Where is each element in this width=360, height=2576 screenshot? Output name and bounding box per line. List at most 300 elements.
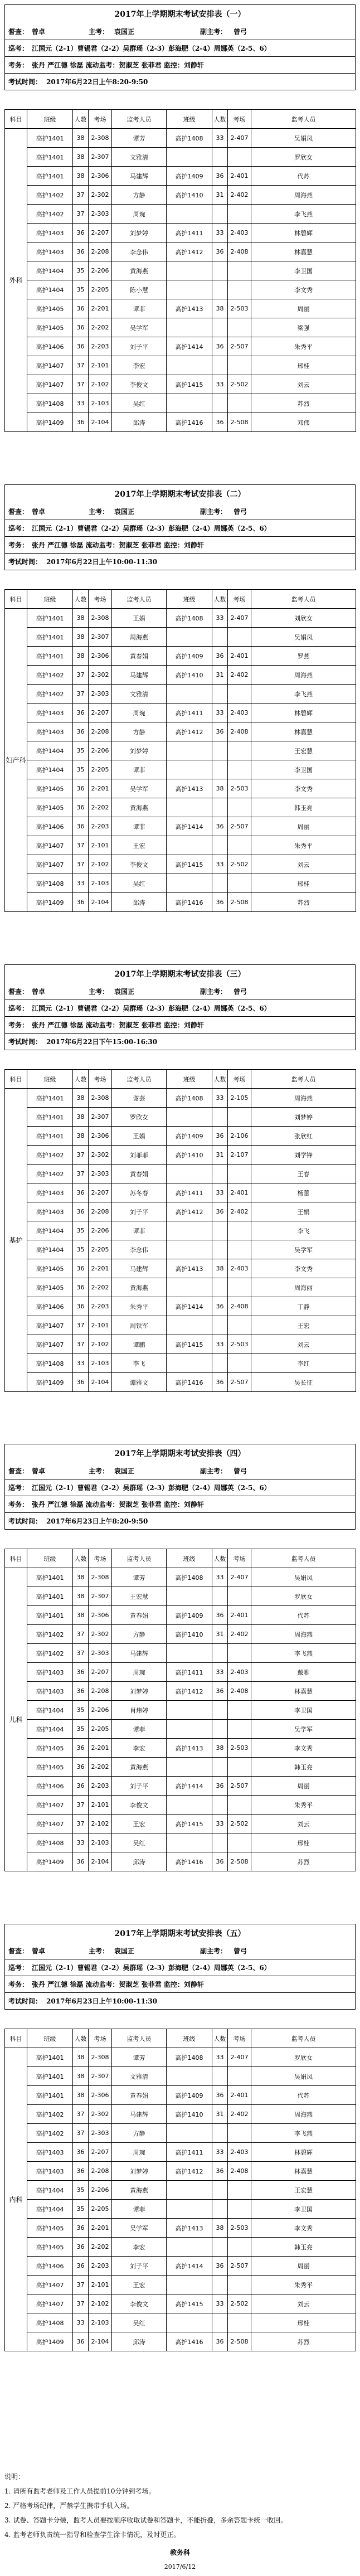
room-cell: 2-401 bbox=[228, 647, 251, 666]
proctor-cell: 林嘉慧 bbox=[251, 1682, 356, 1701]
count-cell bbox=[212, 1720, 228, 1739]
room-cell: 2-403 bbox=[228, 224, 251, 242]
proctor-cell: 丁静 bbox=[251, 1297, 356, 1316]
note-item: 3. 试卷、答题卡分装，监考人员要按顺序收取试卷和答题卡，不能折叠，多余答题卡统一收回。 bbox=[4, 2516, 288, 2524]
room-cell: 2-102 bbox=[89, 1815, 112, 1833]
count-cell: 36 bbox=[73, 1202, 89, 1221]
room-cell: 2-403 bbox=[228, 1663, 251, 1682]
count-cell bbox=[212, 836, 228, 855]
count-cell: 36 bbox=[73, 1682, 89, 1701]
exam-label: 考务： bbox=[8, 1501, 29, 1508]
proctor-cell: 杨蕾 bbox=[251, 1183, 356, 1202]
proctor-cell: 周海燕 bbox=[251, 1625, 356, 1644]
proctor-cell: 谭菲 bbox=[112, 760, 167, 779]
room-cell: 2-104 bbox=[89, 2332, 112, 2351]
col-class: 班级 bbox=[27, 1070, 73, 1089]
class-cell: 高护1401 bbox=[27, 129, 73, 148]
class-cell: 高护1409 bbox=[27, 413, 73, 432]
count-cell: 36 bbox=[73, 1373, 89, 1392]
class-cell bbox=[167, 356, 212, 375]
class-cell bbox=[167, 628, 212, 647]
proctor-cell: 李宏 bbox=[112, 1739, 167, 1758]
count-cell: 36 bbox=[73, 1663, 89, 1682]
deputy-value: 曾弓 bbox=[233, 28, 247, 36]
room-cell: 2-407 bbox=[228, 1568, 251, 1587]
room-cell bbox=[228, 2313, 251, 2332]
class-cell: 高护1403 bbox=[27, 1202, 73, 1221]
count-cell bbox=[212, 1796, 228, 1815]
proctor-cell: 黄春娟 bbox=[112, 1606, 167, 1625]
class-cell: 高护1404 bbox=[27, 2181, 73, 2200]
proctor-cell: 刘云 bbox=[251, 1815, 356, 1833]
count-cell: 33 bbox=[73, 1833, 89, 1852]
class-cell: 高护1414 bbox=[167, 817, 212, 836]
count-cell: 36 bbox=[212, 722, 228, 741]
room-cell: 2-208 bbox=[89, 1202, 112, 1221]
count-cell: 36 bbox=[73, 318, 89, 337]
class-cell bbox=[167, 874, 212, 893]
table-row bbox=[5, 1240, 356, 1259]
table-row bbox=[5, 2219, 356, 2238]
count-cell: 38 bbox=[212, 1739, 228, 1758]
count-cell: 36 bbox=[73, 2332, 89, 2351]
lead-label: 督查： bbox=[8, 988, 29, 996]
proctor-cell: 周海燕 bbox=[251, 2105, 356, 2124]
count-cell: 38 bbox=[73, 2048, 89, 2067]
class-cell: 高护1404 bbox=[27, 760, 73, 779]
class-cell: 高护1406 bbox=[27, 1297, 73, 1316]
table-row bbox=[5, 205, 356, 224]
class-cell bbox=[167, 1354, 212, 1373]
count-cell: 36 bbox=[73, 1278, 89, 1297]
patrol-value: 江国元（2-1）曹锡君（2-2）吴群瑶（2-3）彭海肥（2-4）周娜英（2-5、6） bbox=[32, 45, 271, 52]
count-cell: 35 bbox=[73, 1701, 89, 1720]
room-cell: 2-308 bbox=[89, 1089, 112, 1108]
room-cell: 2-307 bbox=[89, 628, 112, 647]
class-cell: 高护1411 bbox=[167, 2143, 212, 2162]
room-cell: 2-205 bbox=[89, 1720, 112, 1739]
room-cell bbox=[228, 874, 251, 893]
proctor-cell: 李文秀 bbox=[251, 2219, 356, 2238]
signature-date: 2017/6/12 bbox=[164, 2563, 196, 2570]
table-row bbox=[5, 2200, 356, 2219]
leader-row bbox=[4, 1463, 356, 1479]
room-cell: 2-205 bbox=[89, 1240, 112, 1259]
count-cell: 37 bbox=[73, 1815, 89, 1833]
room-cell: 2-303 bbox=[89, 1644, 112, 1663]
proctor-cell: 韩玉亮 bbox=[251, 2238, 356, 2257]
count-cell: 33 bbox=[212, 2048, 228, 2067]
col-count: 人数 bbox=[73, 2029, 89, 2048]
class-cell: 高护1408 bbox=[27, 1354, 73, 1373]
class-cell bbox=[167, 1644, 212, 1663]
count-cell: 38 bbox=[73, 1108, 89, 1127]
time-row bbox=[4, 1993, 356, 2010]
class-cell: 高护1401 bbox=[27, 609, 73, 628]
class-cell bbox=[167, 1720, 212, 1739]
count-cell: 36 bbox=[73, 1758, 89, 1777]
col-count: 人数 bbox=[73, 590, 89, 609]
class-cell: 高护1405 bbox=[27, 1758, 73, 1777]
proctor-cell: 方静 bbox=[112, 1625, 167, 1644]
count-cell bbox=[212, 798, 228, 817]
class-cell bbox=[167, 685, 212, 704]
class-cell: 高护1402 bbox=[27, 1625, 73, 1644]
room-cell: 2-303 bbox=[89, 2124, 112, 2143]
table-row bbox=[5, 1625, 356, 1644]
proctor-cell: 马建辉 bbox=[112, 2105, 167, 2124]
proctor-cell: 谭菲 bbox=[112, 1720, 167, 1739]
room-cell bbox=[228, 1221, 251, 1240]
room-cell: 2-402 bbox=[228, 2105, 251, 2124]
count-cell: 33 bbox=[212, 1815, 228, 1833]
proctor-cell: 陈小慧 bbox=[112, 280, 167, 299]
count-cell: 33 bbox=[212, 1663, 228, 1682]
class-cell: 高护1404 bbox=[27, 1221, 73, 1240]
proctor-cell: 黄海燕 bbox=[112, 1758, 167, 1777]
table-row bbox=[5, 1127, 356, 1146]
room-cell: 2-201 bbox=[89, 2219, 112, 2238]
proctor-cell: 刘梦婷 bbox=[112, 741, 167, 760]
proctor-cell: 王宏慧 bbox=[112, 1587, 167, 1606]
table-header bbox=[5, 1070, 356, 1089]
count-cell: 36 bbox=[212, 1852, 228, 1871]
proctor-cell: 李飞 bbox=[251, 1221, 356, 1240]
room-cell bbox=[228, 628, 251, 647]
table-row bbox=[5, 666, 356, 685]
proctor-cell: 苏烈 bbox=[251, 893, 356, 912]
proctor-cell: 李念伟 bbox=[112, 1240, 167, 1259]
class-cell: 高护1402 bbox=[27, 2105, 73, 2124]
col-count: 人数 bbox=[212, 2029, 228, 2048]
table-row bbox=[5, 628, 356, 647]
proctor-cell: 朱秀平 bbox=[251, 337, 356, 356]
class-cell: 高护1402 bbox=[27, 205, 73, 224]
table-row bbox=[5, 2048, 356, 2067]
room-cell: 2-101 bbox=[89, 836, 112, 855]
leader-row bbox=[4, 503, 356, 520]
room-cell: 2-302 bbox=[89, 1625, 112, 1644]
room-cell: 2-408 bbox=[228, 2162, 251, 2181]
table-row bbox=[5, 1701, 356, 1720]
room-cell bbox=[228, 1587, 251, 1606]
chief-label: 主考： bbox=[89, 1947, 109, 1955]
table-row bbox=[5, 1796, 356, 1815]
proctor-cell: 吴娟凤 bbox=[251, 1568, 356, 1587]
col-proctor: 监考人员 bbox=[112, 1549, 167, 1568]
patrol-label: 巡考： bbox=[8, 1005, 29, 1012]
class-cell: 高护1404 bbox=[27, 741, 73, 760]
class-cell: 高护1405 bbox=[27, 318, 73, 337]
count-cell: 38 bbox=[212, 779, 228, 798]
time-value: 2017年6月22日下午15:00-16:30 bbox=[46, 1038, 158, 1046]
count-cell: 38 bbox=[73, 1606, 89, 1625]
proctor-cell: 吴娟凤 bbox=[251, 129, 356, 148]
proctor-cell: 王娟 bbox=[112, 609, 167, 628]
count-cell: 33 bbox=[73, 394, 89, 413]
table-row bbox=[5, 1335, 356, 1354]
chief-value: 袁国正 bbox=[114, 1467, 135, 1475]
count-cell bbox=[212, 1833, 228, 1852]
exam-value: 张丹 严江德 徐磊 流动监考：贺淑芝 张菲君 监控：刘静轩 bbox=[32, 61, 204, 69]
proctor-cell: 周海燕 bbox=[251, 1089, 356, 1108]
class-cell: 高护1416 bbox=[167, 893, 212, 912]
class-cell: 高护1404 bbox=[27, 2200, 73, 2219]
proctor-cell: 邢桂 bbox=[251, 2313, 356, 2332]
count-cell: 33 bbox=[212, 224, 228, 242]
proctor-cell: 李卫国 bbox=[251, 1701, 356, 1720]
proctor-cell: 罗欣女 bbox=[112, 1108, 167, 1127]
proctor-cell: 刘菲菲 bbox=[112, 1146, 167, 1165]
count-cell: 33 bbox=[212, 609, 228, 628]
count-cell: 35 bbox=[73, 1221, 89, 1240]
count-cell: 36 bbox=[212, 817, 228, 836]
class-cell: 高护1415 bbox=[167, 1335, 212, 1354]
patrol-value: 江国元（2-1）曹锡君（2-2）吴群瑶（2-3）彭海肥（2-4）周娜英（2-5、6） bbox=[32, 525, 271, 532]
proctor-cell: 苏烈 bbox=[251, 2332, 356, 2351]
schedule-section bbox=[4, 484, 356, 928]
class-cell: 高护1407 bbox=[27, 1796, 73, 1815]
room-cell: 2-104 bbox=[89, 1373, 112, 1392]
table-row bbox=[5, 148, 356, 167]
exam-label: 考务： bbox=[8, 1981, 29, 1988]
proctor-cell: 黄春娟 bbox=[112, 647, 167, 666]
col-subject: 科目 bbox=[5, 110, 27, 129]
room-cell: 2-503 bbox=[228, 2219, 251, 2238]
section-title: 2017年上学期期末考试安排表（四） bbox=[4, 1444, 356, 1463]
col-room: 考场 bbox=[228, 1070, 251, 1089]
patrol-row bbox=[4, 40, 356, 57]
count-cell: 37 bbox=[73, 1796, 89, 1815]
lead-label: 督查： bbox=[8, 1467, 29, 1475]
class-cell: 高护1407 bbox=[27, 2276, 73, 2294]
class-cell: 高护1412 bbox=[167, 1202, 212, 1221]
table-row bbox=[5, 2294, 356, 2313]
schedule-table bbox=[4, 589, 356, 912]
room-cell bbox=[228, 1701, 251, 1720]
proctor-cell: 李俊文 bbox=[112, 2294, 167, 2313]
count-cell: 38 bbox=[73, 1568, 89, 1587]
class-cell: 高护1401 bbox=[27, 2067, 73, 2086]
lead-value: 曾卓 bbox=[32, 988, 46, 996]
proctor-cell: 林嘉慧 bbox=[251, 2162, 356, 2181]
class-cell: 高护1401 bbox=[27, 1568, 73, 1587]
room-cell: 2-102 bbox=[89, 855, 112, 874]
table-row bbox=[5, 1720, 356, 1739]
proctor-cell: 王宏 bbox=[251, 1316, 356, 1335]
count-cell: 36 bbox=[73, 242, 89, 261]
lead-label: 督查： bbox=[8, 508, 29, 516]
count-cell: 36 bbox=[212, 647, 228, 666]
chief-label: 主考： bbox=[89, 508, 109, 516]
room-cell: 2-507 bbox=[228, 2257, 251, 2276]
count-cell: 31 bbox=[212, 186, 228, 205]
count-cell bbox=[212, 2276, 228, 2294]
class-cell: 高护1401 bbox=[27, 2086, 73, 2105]
count-cell: 33 bbox=[212, 704, 228, 722]
proctor-cell: 刘梦婷 bbox=[112, 1682, 167, 1701]
count-cell bbox=[212, 1587, 228, 1606]
room-cell bbox=[228, 685, 251, 704]
proctor-cell: 吴学军 bbox=[251, 1240, 356, 1259]
proctor-cell: 文雅清 bbox=[112, 148, 167, 167]
proctor-cell: 周琬 bbox=[112, 704, 167, 722]
count-cell bbox=[212, 318, 228, 337]
room-cell: 2-101 bbox=[89, 1796, 112, 1815]
class-cell bbox=[167, 1165, 212, 1183]
time-label: 考试时间： bbox=[8, 558, 42, 566]
table-header bbox=[5, 2029, 356, 2048]
class-cell: 高护1404 bbox=[27, 1240, 73, 1259]
table-row bbox=[5, 375, 356, 394]
col-class: 班级 bbox=[167, 110, 212, 129]
class-cell: 高护1402 bbox=[27, 2124, 73, 2143]
note-item: 1. 请所有监考老师及工作人员提前10分钟到考场。 bbox=[4, 2487, 155, 2495]
patrol-row bbox=[4, 520, 356, 537]
count-cell: 38 bbox=[73, 148, 89, 167]
class-cell bbox=[167, 148, 212, 167]
room-cell bbox=[228, 356, 251, 375]
room-cell: 2-207 bbox=[89, 224, 112, 242]
class-cell: 高护1416 bbox=[167, 1852, 212, 1871]
proctor-cell: 吴娟凤 bbox=[251, 2067, 356, 2086]
room-cell: 2-307 bbox=[89, 1587, 112, 1606]
proctor-cell: 李飞燕 bbox=[251, 2124, 356, 2143]
class-cell: 高护1405 bbox=[27, 779, 73, 798]
class-cell: 高护1408 bbox=[27, 874, 73, 893]
chief-label: 主考： bbox=[89, 1467, 109, 1475]
class-cell bbox=[167, 836, 212, 855]
proctor-cell: 代苏 bbox=[251, 1606, 356, 1625]
class-cell: 高护1410 bbox=[167, 186, 212, 205]
count-cell: 37 bbox=[73, 685, 89, 704]
table-row bbox=[5, 779, 356, 798]
count-cell: 36 bbox=[212, 167, 228, 186]
class-cell: 高护1412 bbox=[167, 242, 212, 261]
class-cell: 高护1401 bbox=[27, 1606, 73, 1625]
table-row bbox=[5, 318, 356, 337]
class-cell: 高护1405 bbox=[27, 299, 73, 318]
count-cell bbox=[212, 2181, 228, 2200]
time-row bbox=[4, 1034, 356, 1050]
class-cell: 高护1408 bbox=[27, 394, 73, 413]
room-cell bbox=[228, 394, 251, 413]
room-cell: 2-201 bbox=[89, 299, 112, 318]
class-cell: 高护1408 bbox=[167, 1089, 212, 1108]
class-cell: 高护1404 bbox=[27, 280, 73, 299]
room-cell: 2-104 bbox=[89, 413, 112, 432]
class-cell bbox=[167, 2313, 212, 2332]
proctor-cell: 刘梦婷 bbox=[112, 2162, 167, 2181]
deputy-label: 副主考： bbox=[200, 988, 227, 996]
table-row bbox=[5, 2143, 356, 2162]
class-cell bbox=[167, 1701, 212, 1720]
deputy-label: 副主考： bbox=[200, 1947, 227, 1955]
table-row bbox=[5, 1297, 356, 1316]
schedule-section bbox=[4, 4, 356, 448]
exam-value: 张丹 严江德 徐磊 流动监考：贺淑芝 张菲君 监控：刘静轩 bbox=[32, 1981, 204, 1988]
room-cell: 2-206 bbox=[89, 1221, 112, 1240]
table-row bbox=[5, 299, 356, 318]
lead-value: 曾卓 bbox=[32, 508, 46, 516]
count-cell: 36 bbox=[73, 1739, 89, 1758]
class-cell: 高护1412 bbox=[167, 722, 212, 741]
count-cell bbox=[212, 741, 228, 760]
table-row bbox=[5, 1833, 356, 1852]
class-cell: 高护1403 bbox=[27, 2143, 73, 2162]
count-cell: 33 bbox=[73, 2313, 89, 2332]
table-row bbox=[5, 1644, 356, 1663]
proctor-cell: 王春 bbox=[251, 1165, 356, 1183]
table-row bbox=[5, 722, 356, 741]
room-cell: 2-308 bbox=[89, 609, 112, 628]
table-row bbox=[5, 337, 356, 356]
room-cell: 2-403 bbox=[228, 1259, 251, 1278]
section-title: 2017年上学期期末考试安排表（五） bbox=[4, 1924, 356, 1943]
room-cell: 2-105 bbox=[228, 1089, 251, 1108]
room-cell bbox=[228, 1240, 251, 1259]
proctor-cell: 苏烈 bbox=[251, 1852, 356, 1871]
proctor-cell: 罗欣女 bbox=[251, 1587, 356, 1606]
room-cell: 2-207 bbox=[89, 2143, 112, 2162]
room-cell: 2-308 bbox=[89, 1568, 112, 1587]
room-cell: 2-507 bbox=[228, 1373, 251, 1392]
count-cell: 37 bbox=[73, 1625, 89, 1644]
proctor-cell: 刘云 bbox=[251, 855, 356, 874]
proctor-cell: 邢桂 bbox=[251, 1833, 356, 1852]
proctor-cell: 黄海燕 bbox=[112, 798, 167, 817]
table-row bbox=[5, 224, 356, 242]
count-cell: 37 bbox=[73, 2294, 89, 2313]
chief-value: 袁国正 bbox=[114, 1947, 135, 1955]
room-cell bbox=[228, 1758, 251, 1777]
chief-value: 袁国正 bbox=[114, 988, 135, 996]
proctor-cell: 谭鹏 bbox=[112, 1335, 167, 1354]
class-cell: 高护1406 bbox=[27, 817, 73, 836]
proctor-cell: 吴长征 bbox=[251, 1373, 356, 1392]
room-cell bbox=[228, 1316, 251, 1335]
class-cell: 高护1402 bbox=[27, 685, 73, 704]
class-cell: 高护1411 bbox=[167, 1663, 212, 1682]
count-cell: 36 bbox=[73, 2143, 89, 2162]
table-row bbox=[5, 1146, 356, 1165]
count-cell: 31 bbox=[212, 666, 228, 685]
subject-cell: 儿科 bbox=[5, 1568, 27, 1871]
table-row bbox=[5, 1089, 356, 1108]
room-cell: 2-502 bbox=[228, 375, 251, 394]
table-row bbox=[5, 261, 356, 280]
room-cell bbox=[228, 1165, 251, 1183]
count-cell: 38 bbox=[73, 129, 89, 148]
room-cell: 2-402 bbox=[228, 1625, 251, 1644]
room-cell: 2-203 bbox=[89, 817, 112, 836]
time-label: 考试时间： bbox=[8, 1038, 42, 1046]
proctor-cell: 李飞燕 bbox=[251, 685, 356, 704]
leader-row bbox=[4, 1943, 356, 1959]
room-cell: 2-205 bbox=[89, 280, 112, 299]
patrol-label: 巡考： bbox=[8, 45, 29, 52]
proctor-cell: 黄海燕 bbox=[112, 261, 167, 280]
table-row bbox=[5, 242, 356, 261]
count-cell: 36 bbox=[212, 1682, 228, 1701]
table-row bbox=[5, 741, 356, 760]
count-cell: 37 bbox=[73, 2276, 89, 2294]
section-title: 2017年上学期期末考试安排表（三） bbox=[4, 964, 356, 983]
count-cell bbox=[212, 760, 228, 779]
proctor-cell: 谭芳 bbox=[112, 1568, 167, 1587]
proctor-cell: 李文秀 bbox=[251, 779, 356, 798]
table-row bbox=[5, 280, 356, 299]
